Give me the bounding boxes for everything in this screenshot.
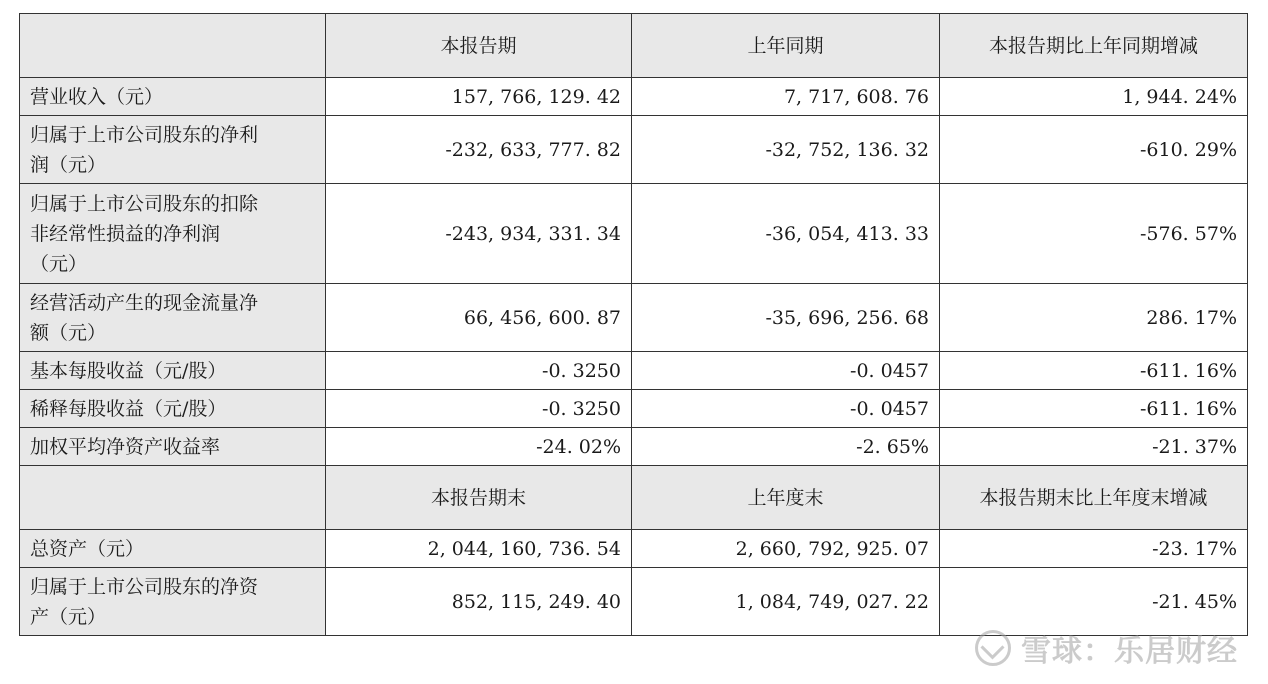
value-prior: 2, 660, 792, 925. 07 [632, 530, 940, 568]
value-current: 852, 115, 249. 40 [326, 568, 632, 636]
header-corner [20, 14, 326, 78]
row-label [20, 116, 326, 184]
row-label-line: 额（元） [30, 321, 107, 344]
header-row-1 [20, 14, 1248, 78]
header-corner [20, 466, 326, 530]
row-label-line: （元） [30, 252, 88, 275]
table-row [20, 184, 1248, 284]
value-current: -0. 3250 [326, 352, 632, 390]
value-change: -21. 37% [940, 428, 1248, 466]
row-label [20, 184, 326, 284]
value-current: 2, 044, 160, 736. 54 [326, 530, 632, 568]
value-change: 286. 17% [940, 284, 1248, 352]
row-label-line: 归属于上市公司股东的净利 [30, 123, 259, 146]
table-row [20, 116, 1248, 184]
value-current: -232, 633, 777. 82 [326, 116, 632, 184]
value-prior: 1, 084, 749, 027. 22 [632, 568, 940, 636]
value-current: -0. 3250 [326, 390, 632, 428]
row-label-line: 非经常性损益的净利润 [30, 222, 221, 245]
value-prior: -2. 65% [632, 428, 940, 466]
row-label [20, 78, 326, 116]
header-current-period: 本报告期 [326, 14, 632, 78]
value-change: -611. 16% [940, 352, 1248, 390]
row-label [20, 530, 326, 568]
row-label [20, 284, 326, 352]
value-prior: -36, 054, 413. 33 [632, 184, 940, 284]
row-label-line: 产（元） [30, 605, 107, 628]
watermark-text: 雪球：乐居财经 [1021, 634, 1238, 669]
row-label-line: 经营活动产生的现金流量净 [30, 291, 259, 314]
row-label-line: 基本每股收益（元/股） [30, 359, 227, 382]
table-row [20, 530, 1248, 568]
row-label-line: 稀释每股收益（元/股） [30, 397, 227, 420]
value-prior: 7, 717, 608. 76 [632, 78, 940, 116]
financial-table [19, 13, 1248, 636]
row-label-line: 润（元） [30, 153, 107, 176]
header-prior-period: 上年同期 [632, 14, 940, 78]
row-label-line: 营业收入（元） [30, 85, 164, 108]
table-row [20, 284, 1248, 352]
watermark [975, 626, 1238, 670]
row-label-line: 加权平均净资产收益率 [30, 435, 221, 458]
value-change: 1, 944. 24% [940, 78, 1248, 116]
value-prior: -32, 752, 136. 32 [632, 116, 940, 184]
header-prior-year-end: 上年度末 [632, 466, 940, 530]
row-label [20, 352, 326, 390]
table-row [20, 390, 1248, 428]
header-period-end: 本报告期末 [326, 466, 632, 530]
row-label [20, 390, 326, 428]
value-change: -611. 16% [940, 390, 1248, 428]
table-row [20, 352, 1248, 390]
value-current: -24. 02% [326, 428, 632, 466]
row-label-line: 归属于上市公司股东的扣除 [30, 192, 259, 215]
snowball-logo-icon [975, 630, 1011, 666]
value-change: -610. 29% [940, 116, 1248, 184]
row-label-line: 总资产（元） [30, 537, 145, 560]
table-row [20, 78, 1248, 116]
value-change: -576. 57% [940, 184, 1248, 284]
value-prior: -0. 0457 [632, 390, 940, 428]
value-prior: -35, 696, 256. 68 [632, 284, 940, 352]
header-end-change: 本报告期末比上年度末增减 [940, 466, 1248, 530]
header-change: 本报告期比上年同期增减 [940, 14, 1248, 78]
value-current: 157, 766, 129. 42 [326, 78, 632, 116]
table-row [20, 428, 1248, 466]
value-current: 66, 456, 600. 87 [326, 284, 632, 352]
value-change: -23. 17% [940, 530, 1248, 568]
value-prior: -0. 0457 [632, 352, 940, 390]
row-label [20, 428, 326, 466]
value-change: -21. 45% [940, 568, 1248, 636]
value-current: -243, 934, 331. 34 [326, 184, 632, 284]
row-label-line: 归属于上市公司股东的净资 [30, 575, 259, 598]
row-label [20, 568, 326, 636]
header-row-2 [20, 466, 1248, 530]
